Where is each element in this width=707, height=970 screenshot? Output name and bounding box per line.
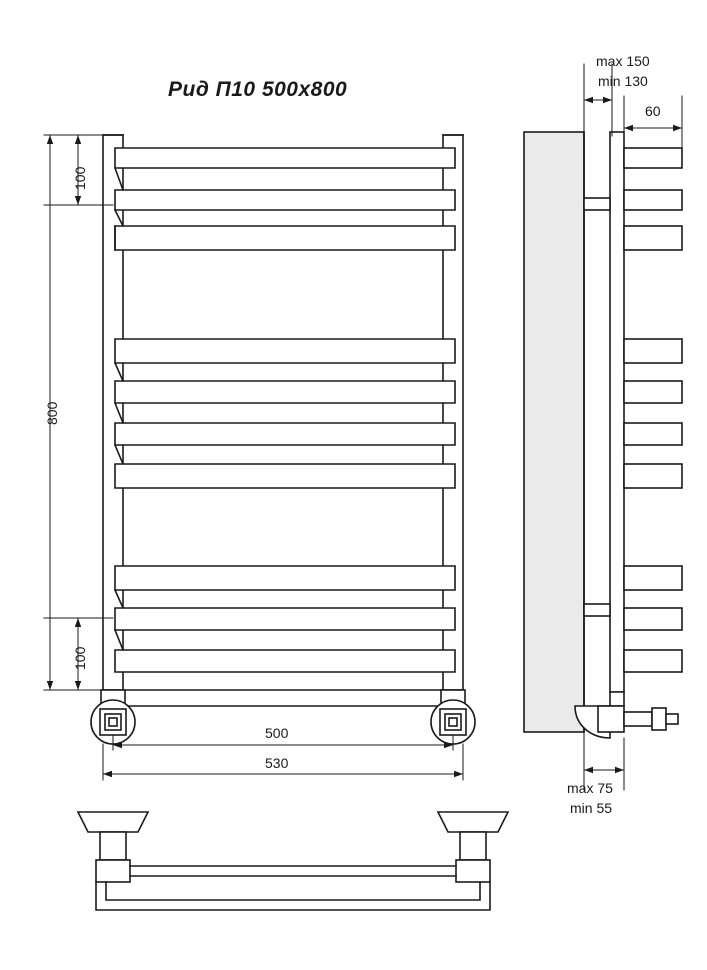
dim-label-bottom-rail-spacing: 100 <box>72 646 88 670</box>
dim-label-connector-min: min 55 <box>570 800 613 816</box>
dim-label-wall-offset-min: min 130 <box>598 73 648 89</box>
bottom-view-body <box>78 812 508 910</box>
dim-label-overall-width: 530 <box>265 755 289 771</box>
dim-label-top-rail-spacing: 100 <box>72 166 88 190</box>
dim-label-center-distance: 500 <box>265 725 289 741</box>
dim-label-connector-max: max 75 <box>567 780 613 796</box>
page-title: Рид П10 500x800 <box>168 78 348 101</box>
dim-label-bracket-depth: 60 <box>645 103 661 119</box>
front-view-body <box>91 135 475 744</box>
dim-label-overall-height: 800 <box>44 401 60 425</box>
side-view-body <box>524 132 682 738</box>
dim-label-wall-offset-max: max 150 <box>596 53 650 69</box>
